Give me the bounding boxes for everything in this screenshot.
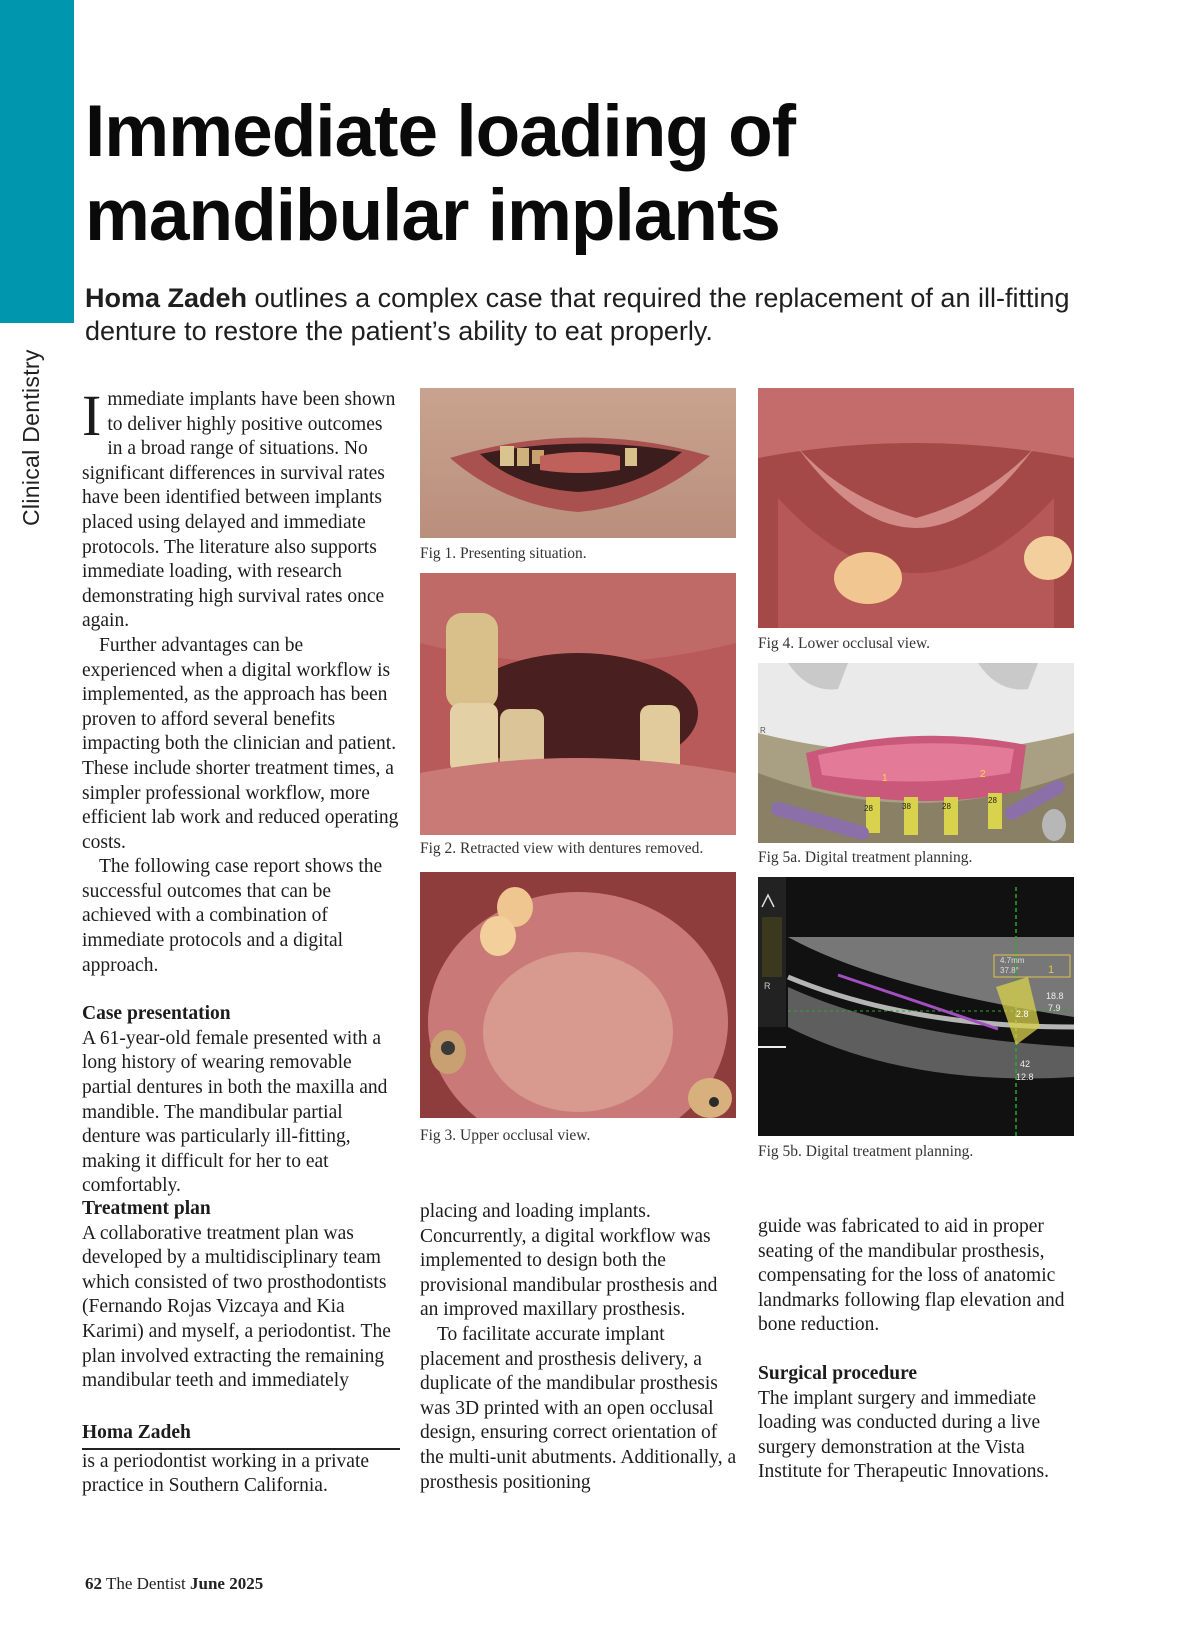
standfirst-author: Homa Zadeh bbox=[85, 283, 248, 313]
section-label-text: Clinical Dentistry bbox=[18, 349, 44, 526]
standfirst bbox=[85, 282, 1135, 348]
treatment-plan-text: A collaborative treatment plan was developed by a multidisciplinary team which consisted of two prosthodontists (Fernando Rojas Vizcaya and Kia Karimi) and myself, a periodontist. The plan involved extracting the remaining mandibular teeth and immediately bbox=[82, 1222, 391, 1392]
issue-date: June 2025 bbox=[190, 1574, 264, 1593]
fig5a-caption: Fig 5a. Digital treatment planning. bbox=[758, 849, 973, 866]
fig2-caption: Fig 2. Retracted view with dentures removed. bbox=[420, 840, 704, 857]
article-title: Immediate loading of mandibular implants bbox=[85, 91, 796, 256]
fig5a-label-1: 1 bbox=[882, 773, 888, 784]
surgical-procedure-text: The implant surgery and immediate loading was conducted during a live surgery demonstration at the Vista Institute for Therapeutic Innovations. bbox=[758, 1387, 1049, 1483]
fig5b-measure-5: 7.9 bbox=[1048, 1003, 1061, 1013]
fig5a-label-r: R bbox=[760, 726, 766, 735]
surgical-procedure-heading: Surgical procedure bbox=[758, 1362, 918, 1384]
col3-paragraph-1: guide was fabricated to aid in proper seating of the mandibular prosthesis, compensating for the loss of anatomic landmarks following flap elevation and bone reduction. bbox=[758, 1216, 1065, 1336]
page-number: 62 bbox=[85, 1574, 102, 1593]
fig3-caption: Fig 3. Upper occlusal view. bbox=[420, 1127, 591, 1144]
intro-column bbox=[82, 383, 400, 1199]
fig5a-label-3: 28 bbox=[864, 804, 873, 813]
fig1-caption: Fig 1. Presenting situation. bbox=[420, 545, 587, 562]
section-accent-bar bbox=[0, 0, 74, 323]
magazine-name: The Dentist bbox=[105, 1574, 186, 1593]
case-presentation-heading: Case presentation bbox=[82, 1003, 231, 1025]
fig5b-measure-4: 18.8 bbox=[1046, 991, 1064, 1001]
col2-paragraph-1: placing and loading implants. Concurrently, a digital workflow was implemented to design both the provisional mandibular prosthesis and an improved maxillary prosthesis. bbox=[420, 1201, 718, 1321]
treatment-plan-column bbox=[82, 1197, 400, 1394]
author-bio bbox=[82, 1421, 400, 1499]
column-2-text bbox=[420, 1200, 740, 1495]
fig5b-measure-3: 1 bbox=[1048, 964, 1055, 976]
drop-cap: I bbox=[82, 383, 102, 448]
fig5b-measure-7: 42 bbox=[1020, 1059, 1031, 1069]
bio-name: Homa Zadeh bbox=[82, 1422, 191, 1443]
fig5b-measure-2: 37.8° bbox=[1000, 966, 1019, 975]
fig5a-label-5: 28 bbox=[942, 802, 951, 811]
fig5a-label-6: 28 bbox=[988, 796, 997, 805]
page-footer bbox=[85, 1574, 263, 1594]
fig5b-measure-8: 12.8 bbox=[1016, 1072, 1034, 1082]
fig2-photo bbox=[420, 573, 736, 835]
fig5b-caption: Fig 5b. Digital treatment planning. bbox=[758, 1143, 974, 1160]
col2-paragraph-2: To facilitate accurate implant placement and prosthesis delivery, a duplicate of the mandibular prosthesis was 3D printed with an open occlusal design, ensuring correct orientation of the multi-unit abutments. Additionally, a prosthesis positioning bbox=[420, 1323, 737, 1493]
fig4-caption: Fig 4. Lower occlusal view. bbox=[758, 635, 931, 652]
intro-paragraph-1: mmediate implants have been shown to deliver highly positive outcomes in a broad range of situations. No significant differences in survival rates have been identified between implants placed using delayed and immediate protocols. The literature also supports immediate loading, with research demonstrating high survival rates once again. bbox=[82, 389, 396, 632]
fig5b-label-r: R bbox=[764, 981, 771, 991]
fig5a-image bbox=[758, 663, 1074, 843]
fig5b-image bbox=[758, 877, 1074, 1136]
fig4-photo bbox=[758, 388, 1074, 628]
bio-text: is a periodontist working in a private practice in Southern California. bbox=[82, 1450, 370, 1497]
standfirst-text: outlines a complex case that required the replacement of an ill-fitting denture to restore the patient’s ability to eat properly. bbox=[85, 283, 1070, 346]
fig5a-label-2: 2 bbox=[980, 769, 986, 780]
case-presentation-text: A 61-year-old female presented with a long history of wearing removable partial dentures in both the maxilla and mandible. The mandibular partial denture was particularly ill-fitting, making it difficult for her to eat comfortably. bbox=[82, 1027, 388, 1197]
column-3-text bbox=[758, 1215, 1076, 1485]
fig5b-measure-6: 2.8 bbox=[1016, 1009, 1029, 1019]
intro-paragraph-2: Further advantages can be experienced when a digital workflow is implemented, as the approach has been proven to afford several benefits impacting both the clinician and patient. These include shorter treatment times, a simpler professional workflow, more efficient lab work and reduced operating costs. bbox=[82, 634, 399, 853]
intro-paragraph-3: The following case report shows the successful outcomes that can be achieved with a combination of immediate protocols and a digital approach. bbox=[82, 856, 383, 976]
fig5a-label-4: 38 bbox=[902, 802, 911, 811]
fig1-photo bbox=[420, 388, 736, 538]
treatment-plan-heading: Treatment plan bbox=[82, 1198, 211, 1219]
fig3-photo bbox=[420, 872, 736, 1118]
fig5b-measure-1: 4.7mm bbox=[1000, 956, 1025, 965]
